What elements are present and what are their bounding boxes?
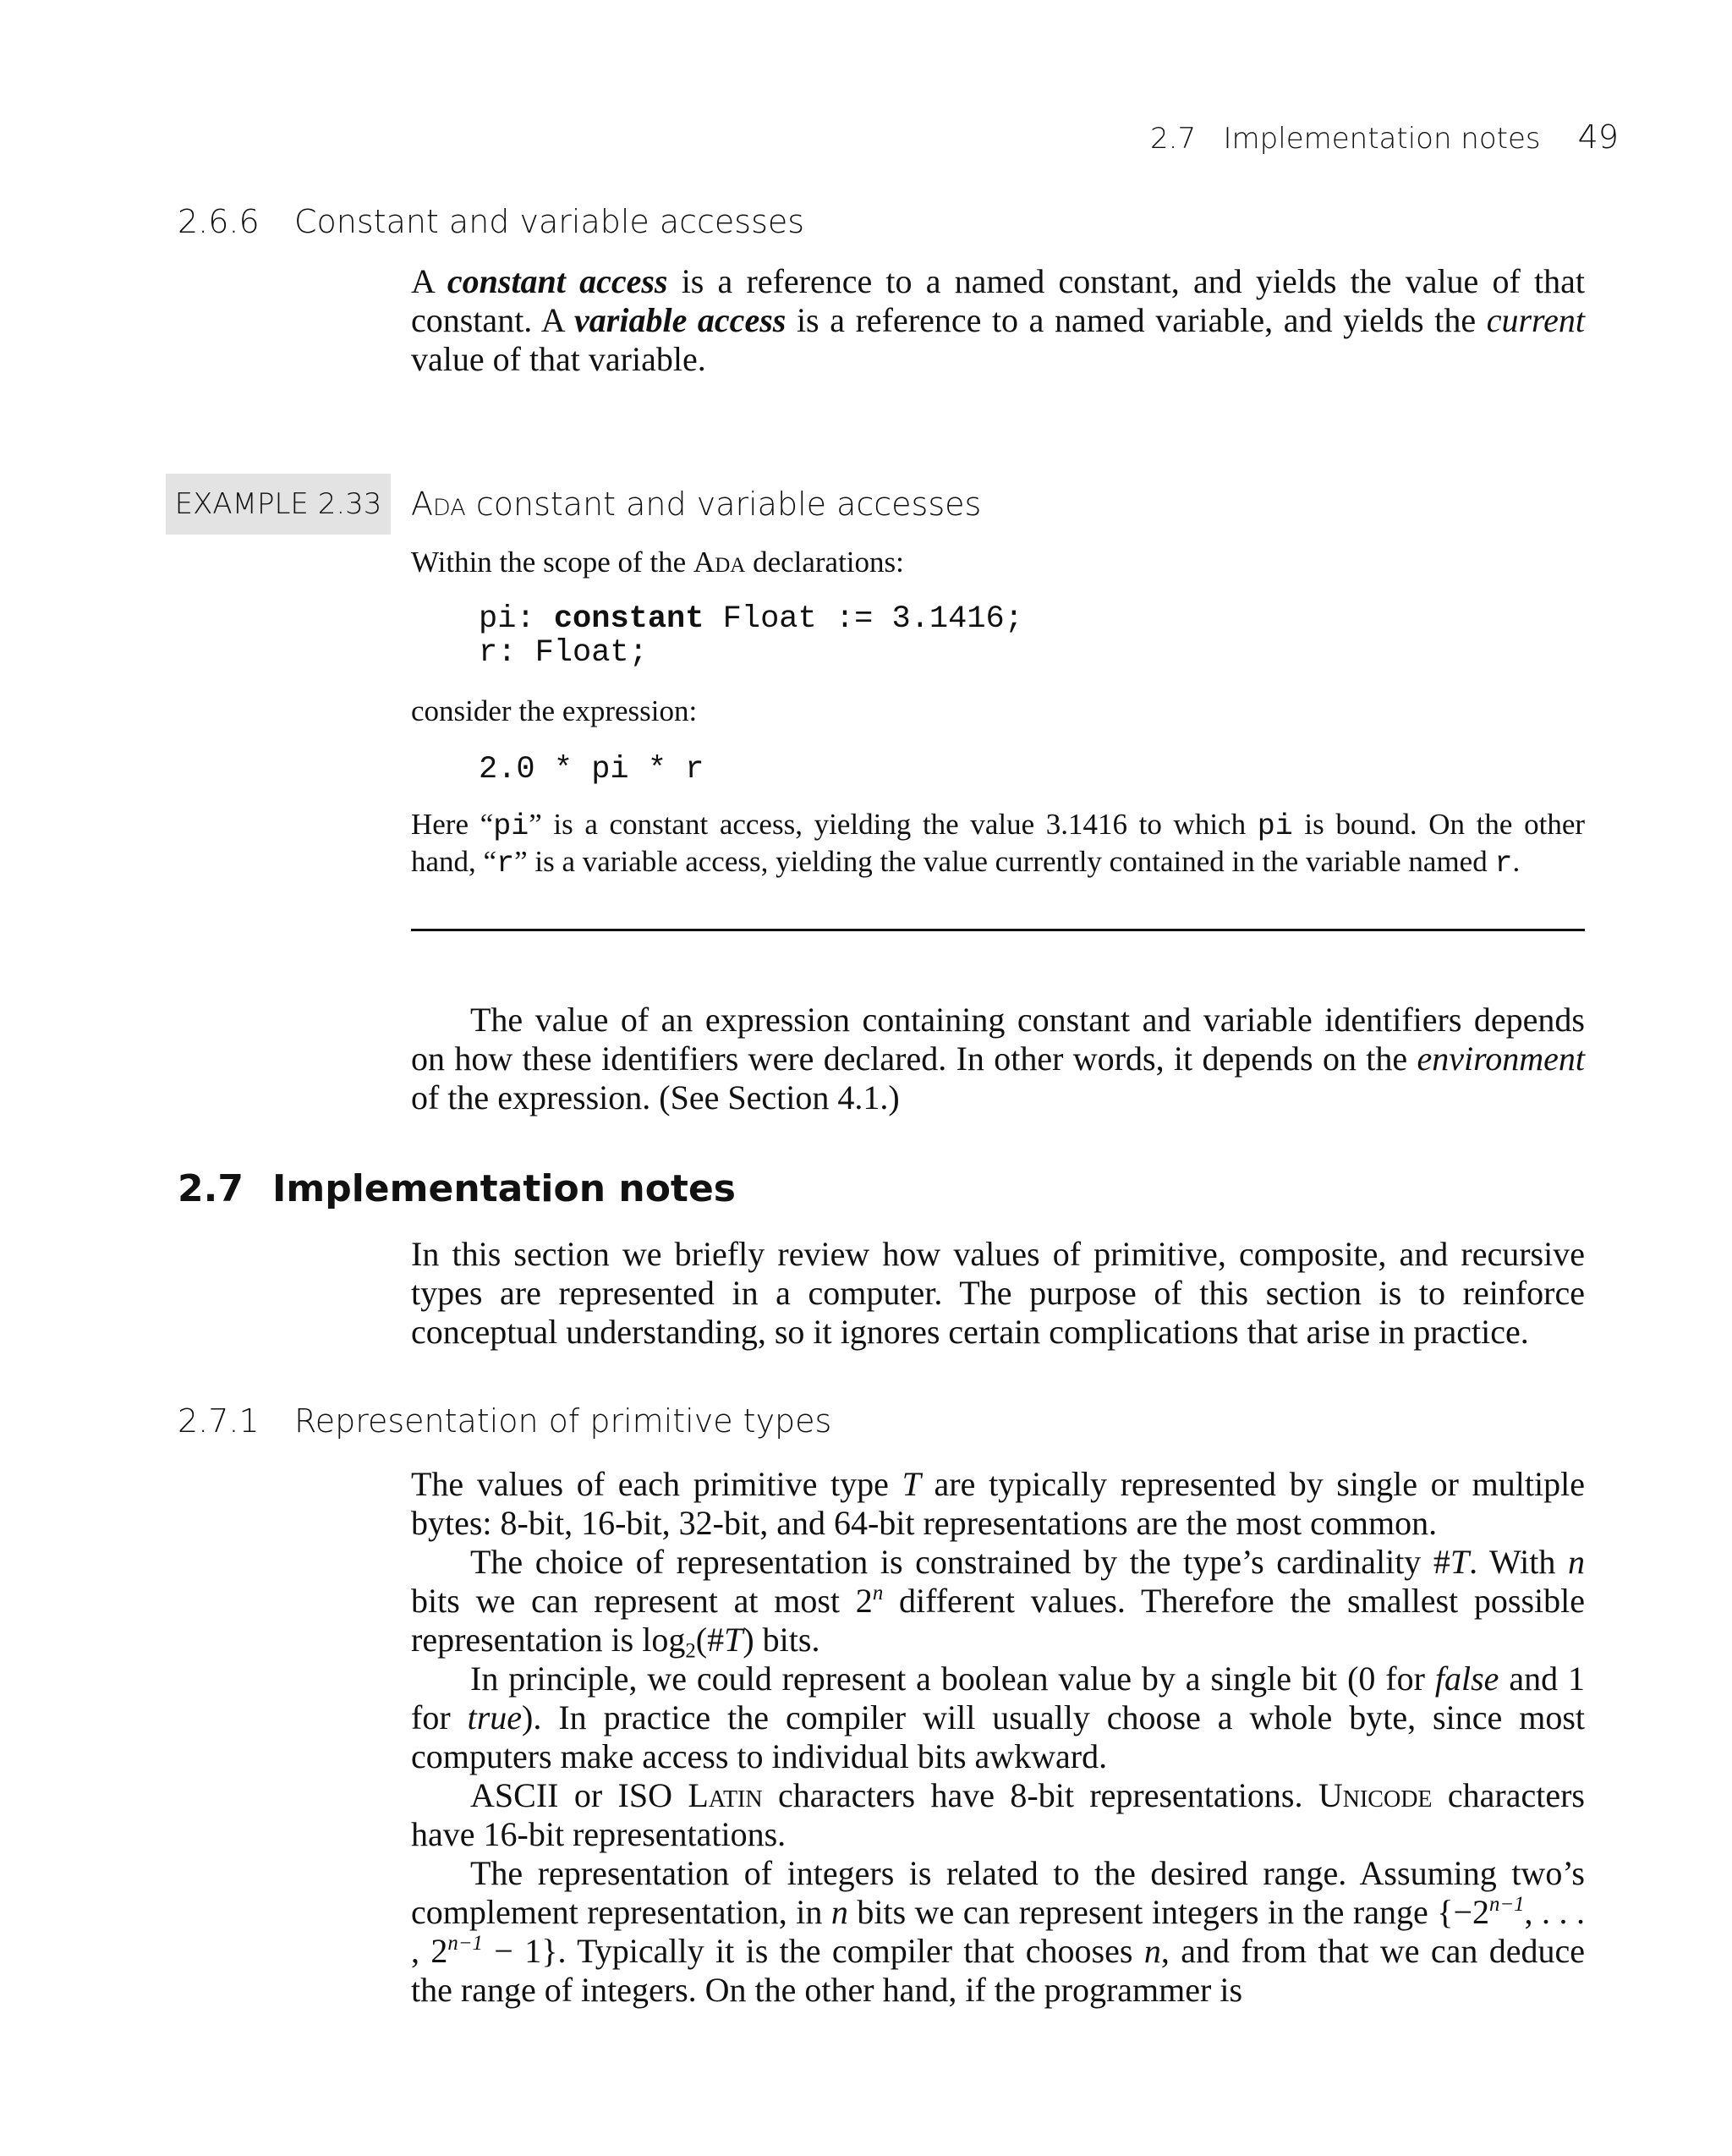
paragraph-implementation-intro: In this section we briefly review how values of primitive, composite, and recursive types are represented in a computer. The purpose of this section is to reinforce conceptual understanding, so it ignores certain complications that arise in practice. [411,1235,1585,1351]
running-header [1150,118,1619,156]
paragraph-primitive-bytes: The values of each primitive type T are typically represented by single or multiple bytes: 8-bit, 16-bit, 32-bit, and 64-bit representations are the most common. [411,1465,1586,1542]
term-constant-access: constant access [447,262,668,300]
paragraph-access-definitions: A constant access is a reference to a named constant, and yields the value of that constant. A variable access is a reference to a named variable, and yields the current value of that variable. [411,262,1585,378]
example-end-rule [411,929,1585,931]
code-line-2: r: Float; [479,635,648,671]
example-title: Ada constant and variable accesses [411,486,982,523]
running-header-section: 2.7 [1150,122,1197,156]
subsection-title-2-6-6: Constant and variable accesses [294,203,805,240]
paragraph-boolean: In principle, we could represent a boolean value by a single bit (0 for false and 1 for true). In practice the compiler will usually choose a whole byte, since most computers make access to individual bits awkward. [411,1660,1585,1775]
subsection-number-2-6-6: 2.6.6 [178,203,260,240]
example-intro: Within the scope of the Ada declarations: [411,546,904,579]
example-label: EXAMPLE 2.33 [166,474,391,535]
paragraph-integers: The representation of integers is related to the desired range. Assuming two’s complement representation, in n bits we can represent integers in the range {$-2^{n-1}$, . . . , $2^{n-1} - 1$}. Typically it is the compiler that chooses n, and from that we can deduce the range of integers. On the other hand, if the programmer is [411,1854,1586,2009]
code-expression: 2.0 * pi * r [479,752,704,787]
section-number-2-7: 2.7 [178,1167,244,1210]
example-consider: consider the expression: [411,694,698,727]
example-explanation: Here “pi” is a constant access, yielding the value 3.1416 to which pi is bound. On the other hand, “r” is a variable access, yielding the value currently contained in the variable named r. [411,808,1586,881]
code-line-1: pi: constant Float := 3.1416; [479,601,1023,637]
paragraph-environment: The value of an expression containing constant and variable identifiers depends on how these identifiers were declared. In other words, it depends on the environment of the expression. (See Section 4.1.) [411,1001,1585,1116]
term-variable-access: variable access [574,301,787,339]
running-header-title: Implementation notes [1223,122,1541,156]
page-number: 49 [1577,118,1619,156]
paragraph-cardinality: The choice of representation is constrained by the type’s cardinality #T. With n bits we can represent at most 2$^n$ different values. Therefore the smallest possible representation is $\log_2(\#T)$ bits. [411,1543,1586,1663]
subsection-number-2-7-1: 2.7.1 [178,1402,260,1440]
section-title-2-7: Implementation notes [272,1167,736,1210]
representation-text-block [411,1465,1585,2010]
paragraph-characters: ASCII or ISO Latin characters have 8-bit representations. Unicode characters have 16-bit representations. [411,1776,1585,1853]
subsection-title-2-7-1: Representation of primitive types [294,1402,832,1440]
